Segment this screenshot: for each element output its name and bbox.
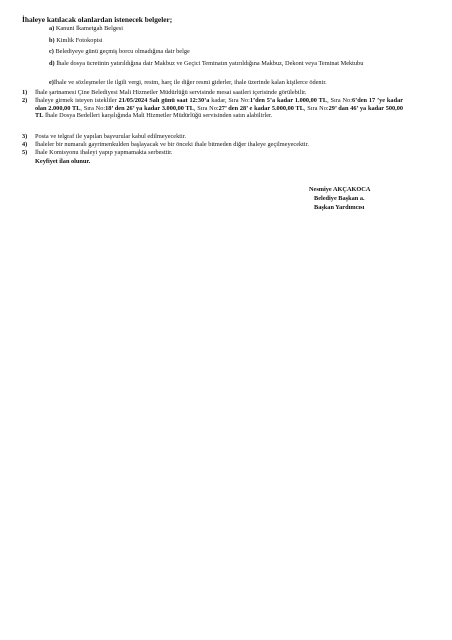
requirement-letter: c) — [49, 48, 54, 55]
requirement-c — [49, 48, 389, 56]
condition-number: 3) — [22, 133, 28, 140]
requirement-a — [49, 25, 389, 33]
requirement-text: Belediyeye günü geçmiş borcu olmadığına dair belge — [55, 48, 190, 55]
requirement-b — [49, 37, 389, 45]
requirement-text: Kimlik Fotokopisi — [56, 37, 103, 44]
condition-text: İhale Komisyonu ihaleyi yapıp yapmamakta serbesttir. — [35, 149, 173, 156]
requirement-letter: a) — [49, 25, 55, 32]
condition-number: 4) — [22, 141, 28, 148]
requirements-heading: İhaleye katılacak olanlardan istenecek belgeler; — [22, 15, 173, 24]
requirement-text: Kanuni İkametgah Belgesi — [55, 25, 123, 32]
requirement-text: İhale ve sözleşmeler ile ilgili vergi, resim, harç ile diğer resmi giderler, ihale üzerinde kalan kişilerce ödenir. — [53, 79, 327, 86]
requirement-letter: e) — [49, 79, 54, 86]
condition-text: İhale şartnamesi Çine Belediyesi Mali Hizmetler Müdürlüğü servisinde mesai saatleri içerisinde görülebilir. — [35, 89, 307, 96]
condition-text: İhaleler bir numaralı gayrimenkulden başlayacak ve bir önceki ihale bitmeden diğer ihaleye geçilmeyecektir. — [35, 141, 309, 148]
requirement-letter: d) — [49, 60, 55, 67]
signatory-title-2: Başkan Yardımcısı — [314, 204, 365, 211]
condition-number: 1) — [22, 89, 28, 96]
condition-number: 2) — [22, 97, 28, 104]
condition-text: Posta ve telgraf ile yapılan başvurular kabul edilmeyecektir. — [35, 133, 187, 140]
requirement-d — [49, 60, 389, 68]
requirement-letter: b) — [49, 37, 55, 44]
requirement-text: İhale dosya ücretinin yatırıldığına dair Makbuz ve Geçici Teminatın yatırıldığına Makbuz, Dekont veya Teminat Mektubu — [56, 60, 364, 67]
signatory-name: Nesmiye AKÇAKOCA — [309, 186, 371, 193]
condition-text: İhaleye girmek isteyen istekliler 21/05/2024 Salı günü saat 12:30’a kadar, Sıra No:1’den 5’a kadar 1.000,00 TL, Sıra No:6’den 17 ’ye kadar olan 2.000,00 TL, Sıra No:18’ den 26’ ya kadar 3.000,00 TL, Sıra No:27’ den 28’ e kadar 5.000,00 TL, Sıra No:29’ dan 46’ ya kadar 500,00 TL İhale Dosya Bedelleri karşılığında Mali Hizmetler Müdürlüğü servisinden satın alabilirler. — [35, 97, 404, 120]
condition-number: 5) — [22, 149, 28, 156]
closing-statement: Keyfiyet ilan olunur. — [35, 158, 91, 165]
requirement-e — [49, 79, 419, 87]
signatory-title: Belediye Başkan a. — [314, 195, 365, 202]
